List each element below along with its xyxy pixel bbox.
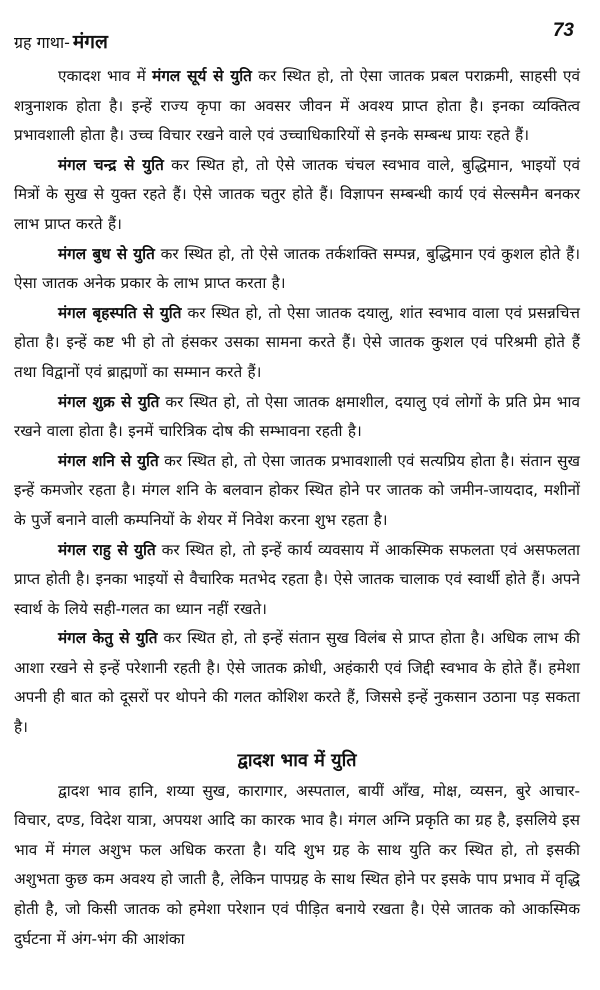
paragraph-twelfth-house: द्वादश भाव हानि, शय्या सुख, कारागार, अस्पताल, बायीं आँख, मोक्ष, व्यसन, बुरे आचार-विचार, दण्ड, विदेश यात्रा, अपयश आदि का कारक भाव है। मंगल अग्नि प्रकृति का ग्रह है, इसलिये इस भाव में मंगल अशुभ फल अधिक करता है। यदि शुभ ग्रह के साथ युति कर स्थित हो, तो इसकी अशुभता कुछ कम अवश्य हो जाती है, लेकिन पापग्रह के साथ स्थित होने पर इसके पाप प्रभाव में वृद्धि होती है, जो किसी जातक को हमेशा परेशान एवं पीड़ित बनाये रखता है। ऐसे जातक को आकस्मिक दुर्घटना में अंग-भंग की आशंका bbox=[14, 781, 580, 948]
page-header bbox=[14, 20, 580, 62]
paragraph-mercury: मंगल बुध से युति कर स्थित हो, तो ऐसे जातक तर्कशक्ति सम्पन्न, बुद्धिमान एवं कुशल होते हैं। ऐसा जातक अनेक प्रकार के लाभ प्राप्त करता है। bbox=[14, 244, 580, 293]
body-text bbox=[14, 62, 580, 954]
paragraph-saturn: मंगल शनि से युति कर स्थित हो, तो ऐसा जातक प्रभावशाली एवं सत्यप्रिय होता है। संतान सुख इन्हें कमजोर रहता है। मंगल शनि के बलवान होकर स्थित होने पर जातक को जमीन-जायदाद, मशीनों के पुर्जे बनाने वाली कम्पनियों के शेयर में निवेश करना शुभ रहता है। bbox=[14, 451, 580, 529]
paragraph-lead: मंगल शुक्र से युति bbox=[58, 392, 160, 411]
paragraph-venus: मंगल शुक्र से युति कर स्थित हो, तो ऐसा जातक क्षमाशील, दयालु एवं लोगों के प्रति प्रेम भाव रखने वाला होता है। इनमें चारित्रिक दोष की सम्भावना रहती है। bbox=[14, 392, 580, 441]
paragraph-lead: मंगल राहु से युति bbox=[58, 540, 156, 559]
paragraph-lead: मंगल सूर्य से युति bbox=[152, 67, 252, 85]
paragraph-lead: मंगल केतु से युति bbox=[58, 629, 158, 648]
paragraph-jupiter: मंगल बृहस्पति से युति कर स्थित हो, तो ऐसा जातक दयालु, शांत स्वभाव वाला एवं प्रसन्नचित्त होता है। इन्हें कष्ट भी हो तो हंसकर उसका सामना करते हैं। ऐसे जातक कुशल एवं परिश्रमी होते हैं तथा विद्वानों एवं ब्राह्मणों का सम्मान करते हैं। bbox=[14, 303, 580, 381]
paragraph-sun: एकादश भाव में मंगल सूर्य से युति कर स्थित हो, तो ऐसा जातक प्रबल पराक्रमी, साहसी एवं शत्रुनाशक होता है। इन्हें राज्य कृपा का अवसर जीवन में अवश्य प्राप्त होता है। इनका व्यक्तित्व प्रभावशाली होता है। उच्च विचार रखने वाले एवं उच्चाधिकारियों से इनके सम्बन्ध प्रायः रहते हैं। bbox=[14, 67, 580, 145]
paragraph-lead: मंगल बुध से युति bbox=[58, 244, 155, 263]
paragraph-ketu: मंगल केतु से युति कर स्थित हो, तो इन्हें संतान सुख विलंब से प्राप्त होता है। अधिक लाभ की आशा रखने से इन्हें परेशानी रहती है। ऐसे जातक क्रोधी, अहंकारी एवं जिद्दी स्वभाव के होते हैं। हमेशा अपनी ही बात को दूसरों पर थोपने की गलत कोशिश करते हैं, जिससे इन्हें नुकसान उठाना पड़ सकता है। bbox=[14, 629, 580, 737]
running-head: ग्रह गाथा- bbox=[14, 33, 70, 52]
page-number: 73 bbox=[552, 20, 574, 41]
paragraph-lead: मंगल शनि से युति bbox=[58, 451, 159, 470]
paragraph-lead: मंगल चन्द्र से युति bbox=[58, 155, 164, 174]
paragraph-moon: मंगल चन्द्र से युति कर स्थित हो, तो ऐसे जातक चंचल स्वभाव वाले, बुद्धिमान, भाइयों एवं मित्रों के सुख से युक्त रहते हैं। ऐसे जातक चतुर होते हैं। विज्ञापन सम्बन्धी कार्य एवं सेल्समैन बनकर लाभ प्राप्त करते हैं। bbox=[14, 155, 580, 233]
running-head-title: मंगल bbox=[72, 31, 108, 53]
paragraph-lead: मंगल बृहस्पति से युति bbox=[58, 303, 182, 322]
section-heading: द्वादश भाव में युति bbox=[237, 749, 357, 771]
paragraph-rahu: मंगल राहु से युति कर स्थित हो, तो इन्हें कार्य व्यवसाय में आकस्मिक सफलता एवं असफलता प्राप्त होती है। इनका भाइयों से वैचारिक मतभेद रहता है। ऐसे जातक चालाक एवं स्वार्थी होते हैं। अपने स्वार्थ के लिये सही-गलत का ध्यान नहीं रखते। bbox=[14, 540, 580, 618]
